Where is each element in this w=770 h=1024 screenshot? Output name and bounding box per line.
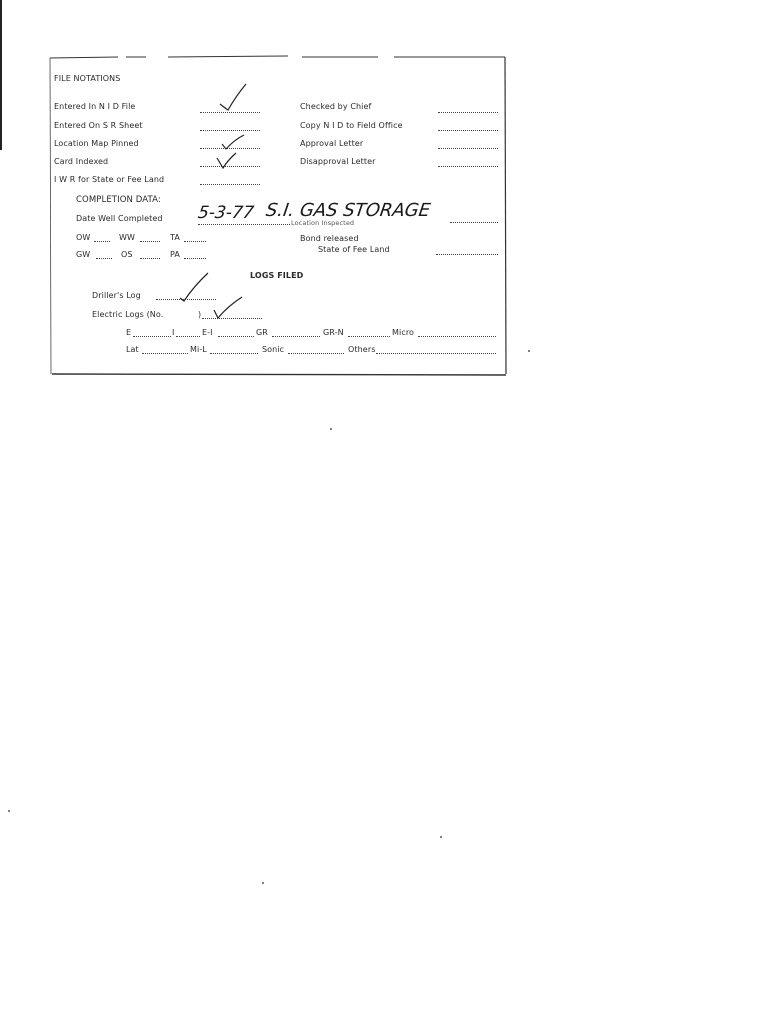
mil-log-label: Mi-L <box>190 345 207 354</box>
date-completed-label: Date Well Completed <box>76 214 163 223</box>
lat-log-line <box>142 353 188 354</box>
card-heading: FILE NOTATIONS <box>54 74 121 83</box>
checked-chief-line <box>438 112 498 113</box>
ta-label: TA <box>170 233 180 242</box>
electric-logs-close-paren: ) <box>198 310 202 319</box>
bond-released-label: Bond released <box>300 234 359 243</box>
micro-log-line <box>418 336 496 337</box>
electric-logs-check-icon <box>208 296 244 320</box>
mil-log-line <box>210 353 258 354</box>
gas-storage-handwritten: S.I. GAS STORAGE <box>264 200 432 221</box>
os-label: OS <box>121 250 133 259</box>
pa-line <box>184 258 206 259</box>
ww-label: WW <box>119 233 136 242</box>
date-handwritten: 5-3-77 <box>196 203 256 223</box>
copy-nid-line <box>438 130 498 131</box>
scan-speck <box>528 350 530 352</box>
scan-speck <box>330 428 332 430</box>
sonic-log-line <box>288 353 344 354</box>
ei-log-line <box>218 336 254 337</box>
entered-nid-check-icon <box>216 82 248 112</box>
disapproval-letter-label: Disapproval Letter <box>300 157 376 166</box>
ww-line <box>140 241 160 242</box>
checked-chief-label: Checked by Chief <box>300 102 372 111</box>
gw-label: GW <box>76 250 91 259</box>
location-inspected-line <box>450 222 498 223</box>
card-indexed-label: Card Indexed <box>54 157 109 166</box>
ow-line <box>94 241 110 242</box>
scan-speck <box>8 810 10 812</box>
micro-log-label: Micro <box>392 328 415 337</box>
disapproval-letter-line <box>438 166 498 167</box>
electric-logs-label: Electric Logs (No. <box>92 310 164 319</box>
location-inspected-label: Location Inspected <box>291 219 355 227</box>
completion-heading: COMPLETION DATA: <box>76 195 161 205</box>
scan-speck <box>262 882 264 884</box>
others-log-line <box>376 353 496 354</box>
file-notations-card <box>48 54 508 376</box>
e-log-line <box>133 336 171 337</box>
i-log-line <box>176 336 200 337</box>
grn-log-line <box>348 336 390 337</box>
approval-letter-label: Approval Letter <box>300 139 364 148</box>
logs-filed-heading: LOGS FILED <box>250 271 304 280</box>
entered-nid-label: Entered In N I D File <box>54 102 136 111</box>
grn-log-label: GR-N <box>323 328 344 337</box>
location-map-check-icon <box>216 134 246 150</box>
location-map-label: Location Map Pinned <box>54 139 139 148</box>
card-indexed-check-icon <box>214 152 238 170</box>
pa-label: PA <box>170 250 180 259</box>
scan-speck <box>440 836 442 838</box>
os-line <box>140 258 160 259</box>
lat-log-label: Lat <box>126 345 139 354</box>
ta-line <box>184 241 206 242</box>
entered-nid-line <box>200 112 260 113</box>
iwr-line <box>200 184 260 185</box>
drillers-log-label: Driller's Log <box>92 291 141 300</box>
copy-nid-label: Copy N I D to Field Office <box>300 121 403 130</box>
state-fee-line <box>436 254 498 255</box>
entered-sr-label: Entered On S R Sheet <box>54 121 143 130</box>
e-log-label: E <box>126 328 132 337</box>
sonic-log-label: Sonic <box>262 345 285 354</box>
others-log-label: Others <box>348 345 376 354</box>
gr-log-line <box>272 336 320 337</box>
ow-label: OW <box>76 233 91 242</box>
date-completed-line <box>198 224 290 225</box>
iwr-label: I W R for State or Fee Land <box>54 175 165 184</box>
approval-letter-line <box>438 148 498 149</box>
drillers-log-check-icon <box>176 272 210 302</box>
state-fee-label: State of Fee Land <box>318 245 390 254</box>
gr-log-label: GR <box>256 328 268 337</box>
gw-line <box>96 258 112 259</box>
ei-log-label: E-I <box>202 328 213 337</box>
i-log-label: I <box>172 328 175 337</box>
scan-edge-mark <box>0 0 2 150</box>
entered-sr-line <box>200 130 260 131</box>
